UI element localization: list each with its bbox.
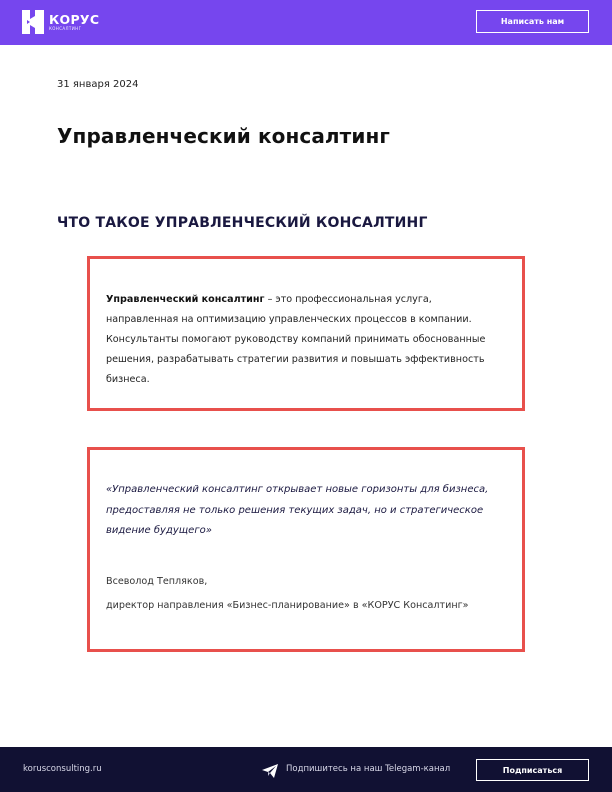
subscribe-button[interactable]: Подписаться <box>476 759 589 781</box>
telegram-subscribe-text: Подпишитесь на наш Telegam-канал <box>286 764 451 774</box>
telegram-icon <box>262 763 278 777</box>
site-link[interactable]: korusconsulting.ru <box>23 764 102 774</box>
author-role: директор направления «Бизнес-планирование» в «КОРУС Консалтинг» <box>106 600 469 611</box>
definition-box <box>87 256 525 411</box>
quote-text: «Управленческий консалтинг открывает новые горизонты для бизнеса, предоставляя не только решения текущих задач, но и стратегическое видение будущего» <box>106 484 489 536</box>
quote-author <box>106 570 506 618</box>
page-title: Управленческий консалтинг <box>57 124 390 148</box>
korus-logo-icon <box>22 10 44 34</box>
definition-body: – это профессиональная услуга, направленная на оптимизацию управленческих процессов в компании. Консультанты помогают руководству компаний принимать обоснованные решения, разрабатывать стратегии развития и повышать эффективность бизнеса. <box>106 294 486 385</box>
logo-subtitle: КОНСАЛТИНГ <box>49 26 82 31</box>
quote-box <box>87 447 525 652</box>
definition-text <box>106 290 506 390</box>
definition-term: Управленческий консалтинг <box>106 294 265 305</box>
footer-bar <box>0 747 612 792</box>
contact-us-button[interactable]: Написать нам <box>476 10 589 33</box>
korus-logo[interactable] <box>22 10 99 34</box>
header-bar <box>0 0 612 45</box>
logo-name: КОРУС <box>49 12 100 27</box>
section-title: ЧТО ТАКОЕ УПРАВЛЕНЧЕСКИЙ КОНСАЛТИНГ <box>57 215 428 231</box>
author-name: Всеволод Тепляков, <box>106 576 208 587</box>
publish-date: 31 января 2024 <box>57 79 139 90</box>
